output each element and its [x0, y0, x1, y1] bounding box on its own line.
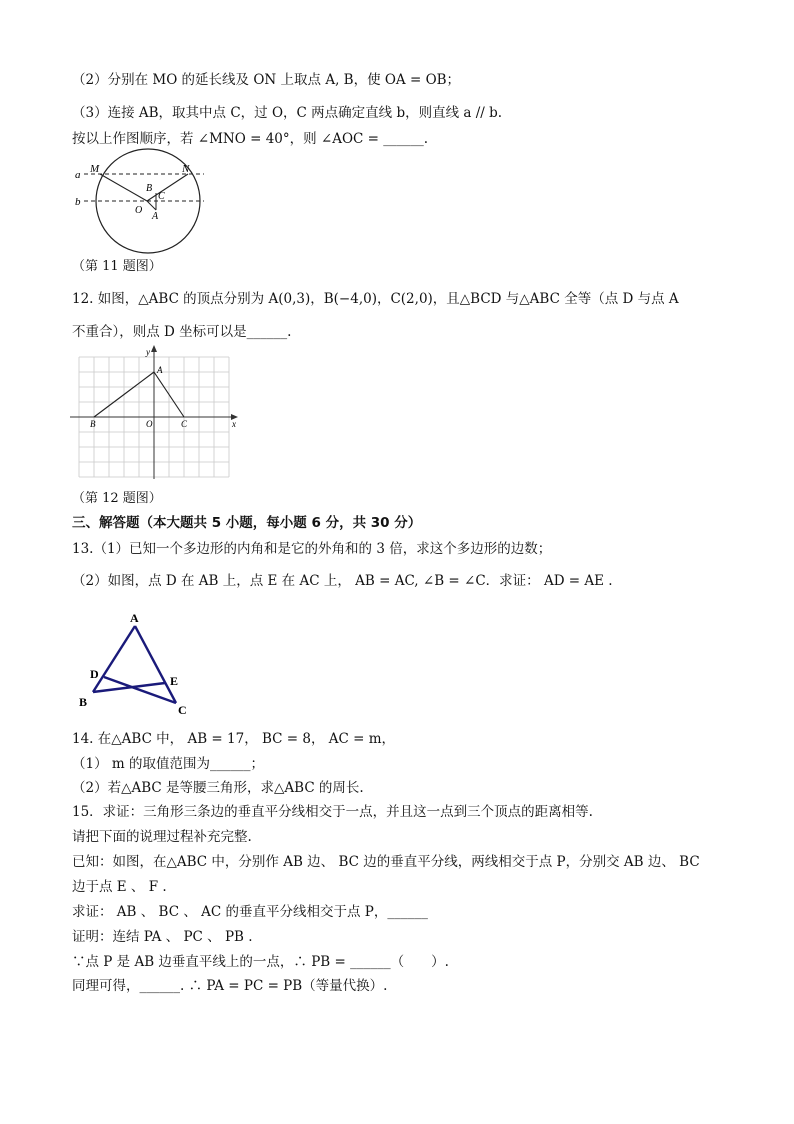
q11-step3: （3）连接 AB，取其中点 C，过 O，C 两点确定直线 b，则直线 a // b.	[72, 105, 503, 121]
q12-caption: （第 12 题图）	[72, 491, 162, 506]
q11-label-c: C	[158, 191, 165, 202]
q11-label-a: a	[75, 169, 81, 181]
q11-caption: （第 11 题图）	[72, 259, 162, 274]
q11-label-b-line: b	[75, 196, 81, 208]
q11-label-a-point: A	[152, 211, 159, 222]
q15-proof-start: 证明：连结 PA 、 PC 、 PB .	[72, 929, 253, 945]
q15-given: 已知：如图，在△ABC 中，分别作 AB 边、 BC 边的垂直平分线，两线相交于点 P，分别交 AB 边、 BC	[72, 854, 700, 870]
q11-label-o: O	[135, 205, 143, 216]
q12-label-b: B	[90, 419, 96, 429]
q12-y-arrow	[151, 345, 157, 352]
q15-proof-step2: 同理可得，______. ∴ PA = PC = PB（等量代换）.	[72, 978, 388, 994]
q13-label-c: C	[178, 703, 187, 717]
q15-line2: 请把下面的说理过程补充完整.	[72, 829, 252, 845]
q12-label-y: y	[146, 347, 150, 357]
q12-line2: 不重合），则点 D 坐标可以是______.	[72, 324, 292, 340]
q13-label-b: B	[79, 695, 88, 709]
q11-label-b-point: B	[146, 183, 153, 194]
q11-label-n: N	[182, 163, 190, 175]
q13-label-e: E	[170, 674, 179, 688]
q11-label-m: M	[90, 163, 100, 175]
q12-figure	[70, 345, 240, 480]
q15-line1: 15．求证：三角形三条边的垂直平分线相交于一点，并且这一点到三个顶点的距离相等.	[72, 804, 593, 820]
section-3-heading: 三、解答题（本大题共 5 小题，每小题 6 分，共 30 分）	[72, 515, 422, 531]
q14-part2: （2）若△ABC 是等腰三角形，求△ABC 的周长.	[72, 780, 364, 796]
q13-figure	[75, 610, 195, 720]
q13-side-ab	[93, 626, 135, 692]
q12-label-o: O	[146, 419, 153, 429]
q13-label-a: A	[130, 611, 139, 625]
q12-label-c: C	[181, 419, 188, 429]
q13-part1: 13.（1）已知一个多边形的内角和是它的外角和的 3 倍，求这个多边形的边数；	[72, 541, 552, 557]
q12-label-x: x	[232, 419, 236, 429]
q11-question: 按以上作图顺序，若 ∠MNO = 40°，则 ∠AOC = ______.	[72, 131, 429, 147]
q14-part1: （1） m 的取值范围为______；	[72, 756, 264, 772]
q15-to-prove: 求证： AB 、 BC 、 AC 的垂直平分线相交于点 P，______	[72, 904, 428, 920]
q11-figure	[72, 155, 212, 255]
q13-part2: （2）如图，点 D 在 AB 上，点 E 在 AC 上， AB = AC, ∠B = ∠C．求证： AD = AE .	[72, 573, 613, 589]
q11-segment-no	[147, 174, 188, 201]
q13-label-d: D	[90, 667, 99, 681]
q11-segment-oa	[147, 201, 156, 210]
q11-step2: （2）分别在 MO 的延长线及 ON 上取点 A, B，使 OA = OB；	[72, 72, 461, 88]
q15-given-cont: 边于点 E 、 F .	[72, 879, 167, 895]
q13-segment-be	[93, 683, 165, 692]
q15-proof-step1: ∵点 P 是 AB 边垂直平线上的一点，∴ PB = ______（ ）.	[72, 954, 449, 970]
q12-label-a: A	[157, 365, 163, 375]
q14-line1: 14. 在△ABC 中， AB = 17， BC = 8， AC = m，	[72, 731, 396, 747]
q11-segment-mo	[100, 174, 147, 201]
q12-line1: 12. 如图，△ABC 的顶点分别为 A(0,3)，B(−4,0)，C(2,0)，且△BCD 与△ABC 全等（点 D 与点 A	[72, 291, 679, 307]
